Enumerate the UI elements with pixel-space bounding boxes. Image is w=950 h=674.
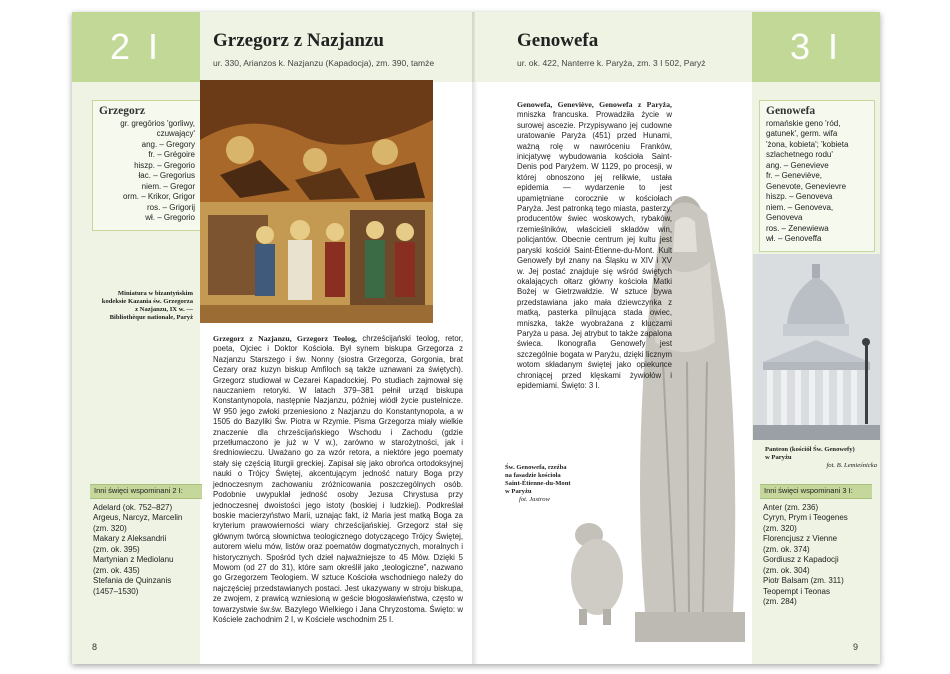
- left-name-box-title: Grzegorz: [99, 105, 145, 117]
- pantheon-photo: [753, 254, 880, 440]
- byzantine-miniature-image: [200, 80, 433, 323]
- right-name-line: ros. – Zenewiewa: [766, 223, 829, 233]
- right-other-saints-heading: Inni święci wspominani 3 I:: [760, 484, 872, 499]
- left-day-number: 2 I: [72, 12, 200, 82]
- left-name-line: ros. – Grigorij: [146, 202, 195, 212]
- right-name-line: gatunek', germ. wifa: [766, 129, 838, 138]
- right-body-lead: Genowefa, Geneviève, Genowefa z Paryża,: [517, 100, 672, 109]
- right-saint-name: Genowefa: [517, 30, 599, 51]
- right-name-line: hiszp. – Genoveva: [766, 192, 833, 201]
- right-other-line: Cyryn, Prym i Teogenes: [763, 513, 848, 522]
- left-other-line: Adelard (ok. 752–827): [93, 502, 173, 512]
- left-image-caption: Miniatura w bizantyńskim kodeksie Kazania św. Grzegorza z Nazjanzu, IX w. — Bibliothèque nationale, Paryż: [101, 290, 193, 321]
- right-name-line: fr. – Geneviève,: [766, 171, 823, 180]
- right-saint-subtitle: ur. ok. 422, Nanterre k. Paryża, zm. 3 I 502, Paryż: [517, 58, 706, 68]
- left-name-line: gr. gregōrios 'gorliwy,: [120, 118, 195, 128]
- right-other-line: (zm. 284): [763, 597, 797, 606]
- right-name-line: romańskie geno 'ród,: [766, 118, 841, 128]
- right-other-line: (zm. ok. 374): [763, 544, 810, 554]
- right-name-line: wł. – Genoveffa: [766, 234, 822, 243]
- left-body-lead: Grzegorz z Nazjanzu, Grzegorz Teolog,: [213, 334, 357, 343]
- left-name-line: fr. – Grégoire: [148, 150, 195, 159]
- statue-caption: Św. Genowefa, rzeźba na fasadzie kościoła Saint-Étienne-du-Mont w Paryżu fot. Jastrow: [505, 464, 595, 504]
- right-other-line: Anter (zm. 236): [763, 502, 819, 512]
- left-body-content: chrześcijański teolog, retor, poeta, Ojciec i Doktor Kościoła. Był synem biskupa Grzegorza z Nazjanzu Starszego i św. Nonny (siostra Grzegorza, Gorgonia, brat Cezary oraz kuzyn biskup Amfiloch są także uznawani za świętych). Grzegorz studiował w Cezarei Kapadockiej. Po studiach zajmował się nauczaniem retoryki. W latach 379–381 pełnił urząd biskupa Konstantynopola, następnie Nazjanzu, później wiódł życie pustelnicze. W 950 jego zwłoki przeniesiono z Nazjanzu do Konstantynopola, a w 1505 do Bazyliki Św. Piotra w Rzymie. Pisma Grzegorza miały wielkie znaczenie dla chrześcijańskiego Wschodu i Zachodu (gdzie przetłumaczono je już w V w.), zarówno w starożytności, jak i średniowieczu. Uważano go za wzór retora, a niektóre jego poematy stały się częścią liturgii greckiej. Zapisał się jako obrońca ortodoksyjnej nauki o Trójcy Świętej, akcentującym jedność natury Boga przy jednoczesnym zachowaniu zróżnicowania poszczególnych osób. Podobnie uwypuklał jedność osoby Jezusa Chrystusa przy jednoczesnej dwoistości jego istoty (boskiej i ludzkiej). Podkreślał boskie macierzyństwo Marii, uznając fakt, iż Maria jest matką Boga za kryterium prawowierności wiary chrześcijańskiej. Grzegorz stał się głównym twórcą słownictwa teologicznego dotyczącego Trójcy Świętej, autorem wielu mów, listów oraz poematów dogmatycznych, moralnych i historycznych. Spośród tych dzieł najważniejsze to 45 Mów. Dzięki 5 Mowom (od 27 do 31), które sam określił jako „teologiczne", nazwano go Grzegorzem Teologiem. W sztuce Kościoła wschodniego należy do najczęściej przedstawianych postaci. Jest ukazywany w stroju biskupa, ze zwojem, z prawicą wzniesioną w geście błogosławieństwa, często w towarzystwie św.św. Bazylego Wielkiego i Jana Chryzostoma. Święto: w Kościele zachodnim 2 I, w Kościele wschodnim 25 I.: [213, 334, 463, 624]
- right-other-line: (zm. ok. 304): [763, 565, 810, 575]
- right-other-line: Gordiusz z Kapadocji: [763, 555, 839, 564]
- left-body-text: [213, 334, 463, 625]
- statue-credit: fot. Jastrow: [519, 496, 550, 503]
- left-name-line: hiszp. – Gregorio: [134, 160, 195, 170]
- right-name-line: Genoveva: [766, 213, 803, 222]
- left-saint-name: Grzegorz z Nazjanzu: [213, 30, 384, 51]
- left-other-line: Makary z Aleksandrii: [93, 534, 167, 543]
- left-name-line: orm. – Krikor, Grigor: [122, 192, 195, 201]
- left-name-box: [92, 100, 202, 231]
- right-name-line: Genevote, Genevievre: [766, 181, 847, 191]
- right-body-text: [517, 100, 672, 391]
- left-saint-subtitle: ur. 330, Arianzos k. Nazjanzu (Kapadocja), zm. 390, tamże: [213, 58, 435, 68]
- left-name-line: ang. – Gregory: [141, 139, 195, 149]
- left-other-line: (zm. ok. 435): [93, 565, 140, 575]
- right-day-number: 3 I: [752, 12, 880, 82]
- book-spread: [72, 12, 880, 664]
- right-name-line: szlachetnego rodu': [766, 150, 833, 159]
- right-name-line: niem. – Genoveva,: [766, 202, 834, 212]
- right-body-content: mniszka francuska. Prowadziła życie w surowej ascezie. Przypisywano jej cudowne uratowanie Paryża (451) przed Hunami, ważną rolę w nawróceniu Franków, inicjatywę wybudowania kościoła Saint-Denis pod Paryżem. W 1129, po procesji, w której obnoszono jej relikwie, ustała epidemia — wydarzenie to jest upamiętniane corocznie w kościołach Paryża. Jest patronką tego miasta, pasterzy, producentów świec woskowych, rybaków, rzemieślników, właścicieli składów win, policjantów. Obecnie centrum jej kultu jest paryski kościół Saint-Étienne-du-Mont. Kult Genowefy był znany na Śląsku w XIV i XV w. Jej postać znajduje się wśród świętych okalających ołtarz główny kościoła Matki Bożej w Gietrzwałdzie. W sztuce bywa przedstawiana jako mała dziewczynka z matką, pasterka pilnująca stada owiec, mniszka, także wyobrażana z kluczami Paryża u pasa. Jej atrybut to także zapalona świeca. Ikonografia Genowefy jest szczególnie bogata w Paryżu, dzięki licznym wotom składanym świętej jako opiekunce chroniącej przed klęskami żywiołów i epidemiami. Święto: 3 I.: [517, 110, 672, 390]
- right-name-line: ang. – Genevieve: [766, 160, 829, 170]
- left-page: [72, 12, 475, 664]
- left-other-saints: [90, 484, 202, 597]
- left-other-line: (zm. 320): [93, 523, 127, 533]
- left-page-number: 8: [92, 642, 98, 652]
- right-other-saints: [760, 484, 872, 608]
- left-name-line: niem. – Gregor: [141, 181, 195, 191]
- left-other-line: Martynian z Mediolanu: [93, 555, 174, 564]
- right-page-number: 9: [852, 642, 858, 652]
- sheep-sculpture-image: [567, 517, 627, 625]
- left-other-saints-heading: Inni święci wspominani 2 I:: [90, 484, 202, 499]
- right-name-box: [759, 100, 875, 252]
- right-page: [475, 12, 880, 664]
- left-other-line: Stefania de Quinzanis: [93, 576, 172, 585]
- right-other-line: Florencjusz z Vienne: [763, 534, 838, 543]
- right-name-box-title: Genowefa: [766, 105, 816, 117]
- right-other-line: Piotr Balsam (zm. 311): [763, 576, 844, 585]
- left-other-line: (1457–1530): [93, 586, 139, 596]
- right-name-line: 'żona, kobieta'; 'kobieta: [766, 139, 849, 149]
- pantheon-credit: fot. B. Lemieśnicka: [826, 462, 877, 469]
- pantheon-caption: Panteon (kościół Św. Genowefy) w Paryżu fot. B. Lemieśnicka: [765, 446, 877, 469]
- left-name-line: czuwający': [156, 129, 195, 138]
- left-other-line: (zm. ok. 395): [93, 544, 140, 554]
- left-name-line: wł. – Gregorio: [145, 213, 195, 222]
- right-other-line: (zm. 320): [763, 523, 797, 533]
- left-name-line: łac. – Gregorius: [138, 171, 195, 180]
- left-other-line: Argeus, Narcyz, Marcelin: [93, 513, 183, 522]
- right-other-line: Teopempt i Teonas: [763, 586, 831, 596]
